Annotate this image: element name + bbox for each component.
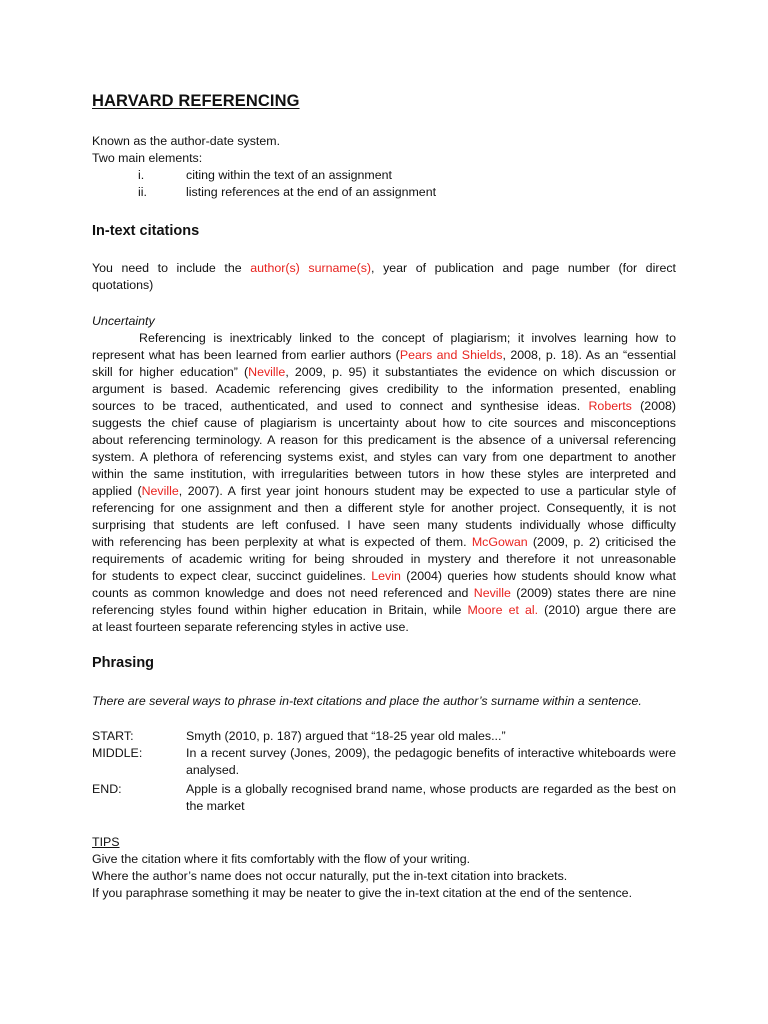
intext-heading: In-text citations	[92, 223, 200, 239]
paragraph-line: for students to expect clear, succinct guidelines. Levin (2004) queries how students should know what	[92, 569, 676, 583]
example-text: Smyth (2010, p. 187) argued that “18-25 year old males...”	[186, 729, 506, 743]
list-item-text: listing references at the end of an assignment	[186, 185, 437, 199]
document-title: HARVARD REFERENCING	[92, 92, 300, 110]
intext-paragraph-line: You need to include the author(s) surname(s), year of publication and page number (for direct	[92, 261, 676, 275]
citation-author: Pears and Shields	[399, 348, 503, 362]
paragraph-line: applied (Neville, 2007). A first year joint honours student may be expected to use a particular style of	[92, 484, 676, 498]
paragraph-line: requirements of academic writing for being shrouded in mystery and therefore it not unreasonable	[92, 552, 676, 566]
paragraph-line: argument is based. Academic referencing gives credibility to the information presented, enabling	[92, 382, 676, 396]
citation-author: Neville	[473, 586, 511, 600]
paragraph-line: sources to be traced, authenticated, and used to connect and synthesise ideas. Roberts (2008)	[92, 399, 676, 413]
intext-paragraph-line: quotations)	[92, 278, 154, 292]
tips-heading: TIPS	[92, 835, 120, 849]
example-label: MIDDLE:	[92, 746, 143, 760]
example-text: In a recent survey (Jones, 2009), the pedagogic benefits of interactive whiteboards were analysed.	[186, 746, 676, 777]
uncertainty-label: Uncertainty	[92, 314, 155, 328]
tip-line: If you paraphrase something it may be neater to give the in-text citation at the end of the sentence.	[92, 886, 633, 900]
paragraph-line: within the same institution, with irregularities between tutors in how these styles are interpreted and	[92, 467, 676, 481]
example-text: Apple is a globally recognised brand name, whose products are regarded as the best on the market	[186, 782, 676, 813]
tip-line: Where the author’s name does not occur naturally, put the in-text citation into brackets.	[92, 869, 568, 883]
citation-author: Neville	[141, 484, 179, 498]
paragraph-line: at least fourteen separate referencing styles in active use.	[92, 620, 409, 634]
citation-author: Moore et al.	[467, 603, 539, 617]
citation-author: Levin	[371, 569, 401, 583]
citation-author: Neville	[248, 365, 286, 379]
example-label: START:	[92, 729, 134, 743]
intro-line-1: Known as the author-date system.	[92, 134, 281, 148]
phrasing-intro: There are several ways to phrase in-text citations and place the author’s surname within a sentence.	[92, 694, 642, 708]
citation-author: McGowan	[471, 535, 528, 549]
list-item-number: i.	[138, 168, 145, 182]
paragraph-line: surprising that students are left confused. I have seen many students individually whose difficulty	[92, 518, 676, 532]
paragraph-line: about referencing terminology. A reason for this predicament is the absence of a universal referencing	[92, 433, 676, 447]
paragraph-line: Referencing is inextricably linked to the concept of plagiarism; it involves learning how to	[139, 331, 676, 345]
list-item-text: citing within the text of an assignment	[186, 168, 392, 182]
paragraph-line: system. A plethora of referencing systems exist, and styles can vary from one department to another	[92, 450, 676, 464]
paragraph-line: counts as common knowledge and does not need referenced and Neville (2009) states there are nine	[92, 586, 676, 600]
paragraph-line: represent what has been learned from earlier authors (Pears and Shields, 2008, p. 18). As an “essential	[92, 348, 676, 362]
paragraph-line: suggests the chief cause of plagiarism is uncertainty about how to cite sources and misconceptions	[92, 416, 676, 430]
example-label: END:	[92, 782, 122, 796]
citation-author: Roberts	[588, 399, 632, 413]
paragraph-line: referencing styles found within higher education in Britain, while Moore et al. (2010) argue there are	[92, 603, 676, 617]
citation-highlight: author(s) surname(s)	[250, 261, 372, 275]
tip-line: Give the citation where it fits comfortably with the flow of your writing.	[92, 852, 471, 866]
paragraph-line: referencing for one assignment and then a different style for another project. Consequently, it is not	[92, 501, 676, 515]
intro-line-2: Two main elements:	[92, 151, 203, 165]
list-item-number: ii.	[138, 185, 147, 199]
paragraph-line: skill for higher education” (Neville, 2009, p. 95) it substantiates the evidence on which discussion or	[92, 365, 677, 379]
paragraph-line: with referencing has been perplexity at what is expected of them. McGowan (2009, p. 2) criticised the	[92, 535, 676, 549]
phrasing-heading: Phrasing	[92, 655, 155, 671]
